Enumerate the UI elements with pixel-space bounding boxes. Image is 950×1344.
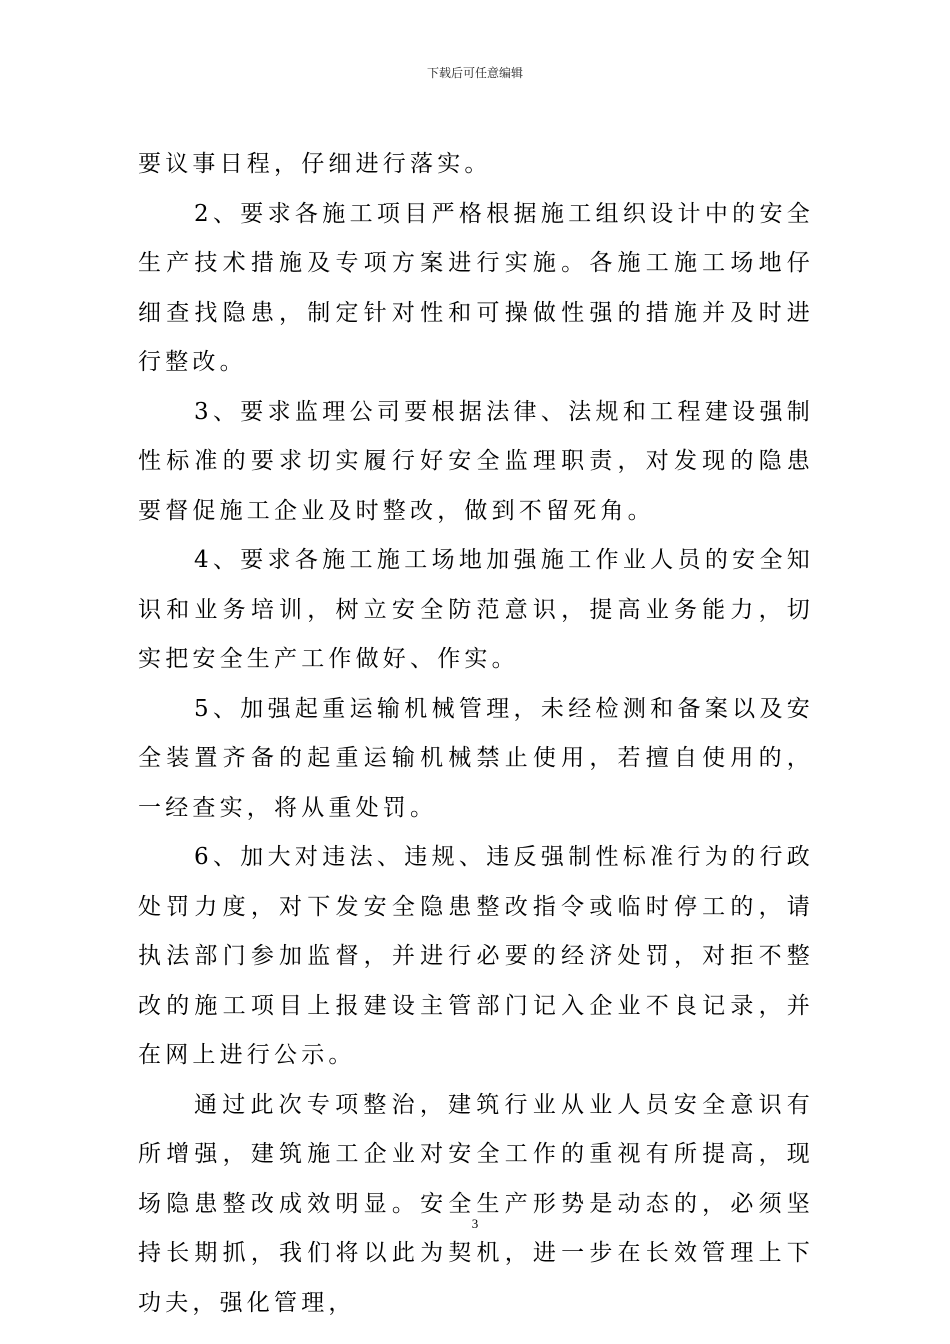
paragraph-item-2: 2、要求各施工项目严格根据施工组织设计中的安全生产技术措施及专项方案进行实施。各施工施工场地仔细查找隐患，制定针对性和可操做性强的措施并及时进行整改。	[138, 200, 814, 375]
page-number: 3	[471, 1216, 479, 1231]
paragraph-item-3: 3、要求监理公司要根据法律、法规和工程建设强制性标准的要求切实履行好安全监理职责，对发现的隐患要督促施工企业及时整改，做到不留死角。	[138, 398, 814, 524]
page-header: 下载后可任意编辑	[426, 66, 523, 80]
paragraph-item-4: 4、要求各施工施工场地加强施工作业人员的安全知识和业务培训，树立安全防范意识，提高业务能力，切实把安全生产工作做好、作实。	[138, 547, 814, 672]
paragraph-item-5: 5、加强起重运输机械管理，未经检测和备案以及安全装置齐备的起重运输机械禁止使用，若擅自使用的，一经查实，将从重处罚。	[138, 695, 814, 821]
paragraph-item-6: 6、加大对违法、违规、违反强制性标准行为的行政处罚力度，对下发安全隐患整改指令或临时停工的，请执法部门参加监督，并进行必要的经济处罚，对拒不整改的施工项目上报建设主管部门记入企业不良记录，并在网上进行公示。	[138, 844, 814, 1068]
paragraph-summary: 通过此次专项整治，建筑行业从业人员安全意识有所增强，建筑施工企业对安全工作的重视有所提高，现场隐患整改成效明显。安全生产形势是动态的，必须坚持长期抓，我们将以此为契机，进一步在长效管理上下功夫，强化管理，	[138, 1091, 814, 1316]
paragraph-continuation: 要议事日程，仔细进行落实。	[138, 151, 492, 177]
document-body	[138, 140, 814, 1328]
